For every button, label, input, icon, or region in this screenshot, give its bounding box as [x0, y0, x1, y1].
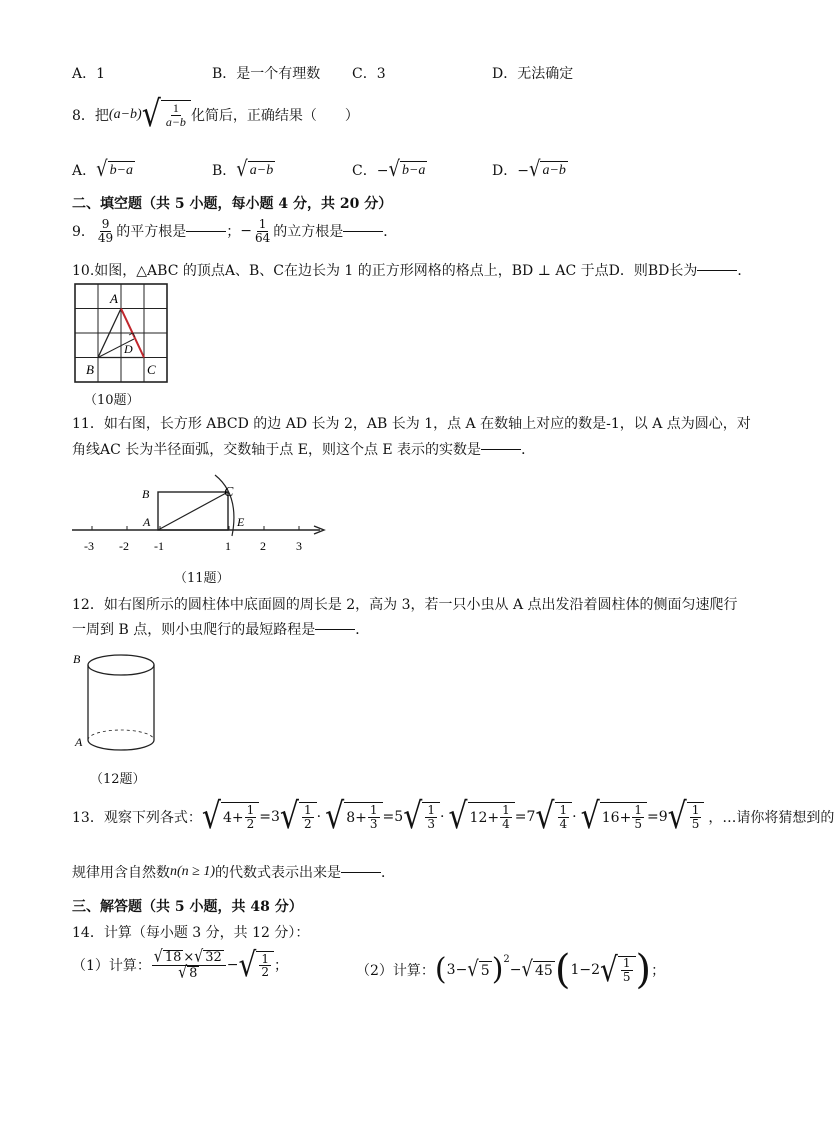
q11-axis-labels [84, 539, 302, 553]
q11-line-1: 11．如右图，长方形 ABCD 的边 AD 长为 2，AB 长为 1，点 A 在数轴上对应的数是-1，以 A 点为圆心，对 [72, 416, 751, 432]
q12-label-b: B [73, 652, 81, 666]
q10-caption: （10题） [84, 393, 140, 408]
q11-tick-label: 3 [296, 539, 302, 553]
q13-line-1: 13．观察下列各式： √ 4 + $\frac{1}{2}$ = 3 √ $\frac{1}{2}$ · √ 8 + $\frac{1}{3}$ = 5 √ $\frac{1}{3}$ · √ 12 + $\frac{1}{4}$ = 7 √ $\frac{1}{4}$ · √ 16 + $\frac{1}{5}$ = 9 √ $\frac{1}{5}$ ，…请你将猜想到的 [72, 795, 834, 838]
q10-grid-figure [74, 283, 170, 385]
q11-line-2: 角线AC 长为半径面弧，交数轴于点 E，则这个点 E 表示的实数是 ． [72, 442, 536, 458]
q13-term: √ 16 + $\frac{1}{5}$ = 9 √ $\frac{1}{5}$ [581, 802, 705, 832]
q14-part-1: （1）计算： √ 18 × √ 32 √ 8 − √ $\frac{1}{2}$ ； [72, 944, 288, 985]
q11-label-a: A [143, 515, 151, 529]
q12-blank[interactable] [315, 629, 355, 630]
q7-option-c: C．3 [352, 66, 386, 82]
q11-blank[interactable] [481, 449, 521, 450]
q8-radical: √ $\frac{1}{a-b}$ [142, 100, 191, 130]
q7-option-a: A．1 [72, 66, 106, 82]
q8-expr-left: (a−b) [108, 107, 142, 122]
q13-term: √ 12 + $\frac{1}{4}$ = 7 √ $\frac{1}{4}$ · [448, 795, 577, 838]
q12-bottom-hidden-arc [88, 730, 154, 740]
q10-blank[interactable] [697, 270, 737, 271]
q11-number-line-figure [70, 470, 330, 560]
q9-blank-2[interactable] [343, 231, 383, 232]
q12-cylinder-figure [70, 645, 160, 760]
q7-option-d: D．无法确定 [492, 66, 574, 82]
q8-option-a: A． √ b−a [72, 156, 134, 182]
q8-question [72, 93, 359, 136]
q7-option-b: B．是一个有理数 [212, 66, 321, 82]
q9-question: 9． $\frac{9}{49}$ 的平方根是 ； − $\frac{1}{64}$ 的立方根是 ． [72, 217, 398, 245]
q8-option-c: C．− √ b−a [352, 156, 426, 182]
q11-tick-label: 1 [225, 539, 231, 553]
section-2-heading: 二、填空题（共 5 小题，每小题 4 分，共 20 分） [72, 196, 393, 212]
q12-bottom-arc [88, 740, 154, 750]
q12-line-1: 12．如右图所示的圆柱体中底面圆的周长是 2，高为 3，若一只小虫从 A 点出发沿着圆柱体的侧面匀速爬行 [72, 597, 738, 613]
q10-question: 10.如图，△ABC 的顶点A、B、C在边长为 1 的正方形网格的格点上，BD ⊥ AC 于点D．则BD长为 ． [72, 263, 752, 279]
q10-label-c: C [147, 362, 156, 377]
q10-label-a: A [110, 291, 118, 306]
q9-blank-1[interactable] [186, 231, 226, 232]
q8-prefix: 8．把 [72, 108, 109, 124]
q8-suffix: 化简后，正确结果（ ） [190, 108, 359, 124]
q11-label-b: B [142, 487, 150, 501]
q11-label-e: E [237, 515, 245, 529]
q11-tick-label: -2 [119, 539, 129, 553]
q12-line-2: 一周到 B 点，则小虫爬行的最短路程是 ． [72, 622, 370, 638]
q11-tick-label: 2 [260, 539, 266, 553]
q12-top-ellipse [88, 655, 154, 675]
q11-caption: （11题） [174, 571, 230, 586]
q14-part-2: （2）计算： ( 3 − √ 5 ) $^2$ − √ 45 ( 1 − 2 √ $\frac{1}{5}$ ) ； [356, 947, 666, 993]
q14-title: 14．计算（每小题 3 分，共 12 分）： [72, 925, 310, 941]
q13-blank[interactable] [341, 872, 381, 873]
q13-term: √ 4 + $\frac{1}{2}$ = 3 √ $\frac{1}{2}$ · [201, 795, 322, 838]
section-3-heading: 三、解答题（共 5 小题，共 48 分） [72, 899, 303, 915]
q13-term: √ 8 + $\frac{1}{3}$ = 5 √ $\frac{1}{3}$ · [325, 795, 445, 838]
q12-caption: （12题） [90, 772, 146, 787]
q11-label-c: C [224, 485, 234, 500]
q8-option-d: D．− √ a−b [492, 156, 566, 182]
q10-label-d: D [124, 342, 133, 356]
q11-diagonal-ac [158, 492, 228, 530]
q12-label-a: A [75, 735, 83, 749]
q8-option-b: B． √ a−b [212, 156, 274, 182]
q11-tick-label: -3 [84, 539, 94, 553]
q10-label-b: B [86, 362, 94, 377]
q13-line-2: 规律用含自然数 n (n ≥ 1) 的代数式表示出来是 ． [72, 864, 396, 881]
q11-tick-label: -1 [154, 539, 164, 553]
